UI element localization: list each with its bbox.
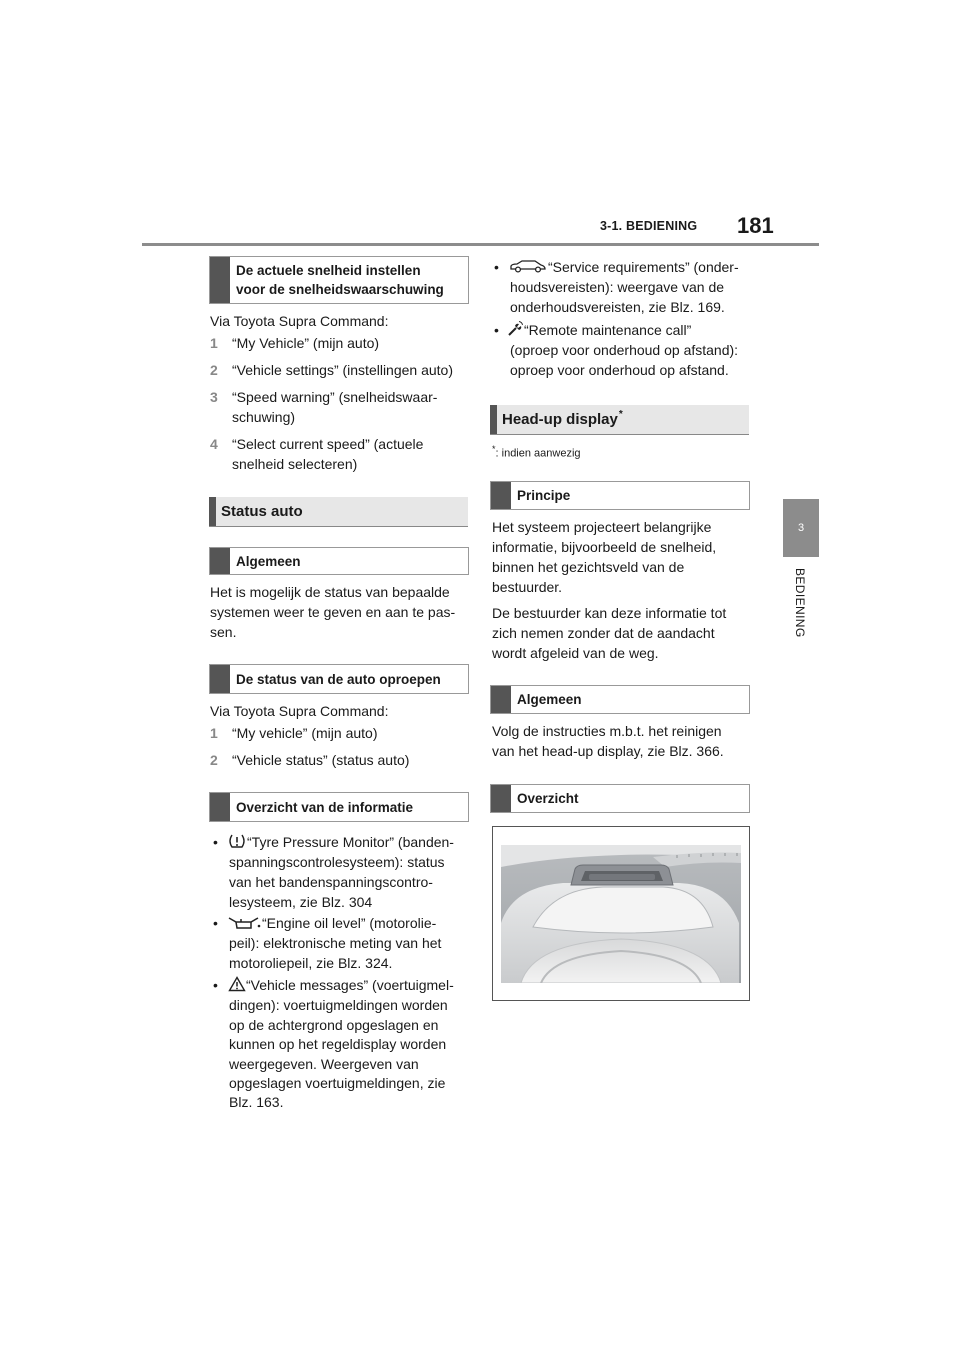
bullet-text: motoroliepeil, zie Blz. 324. <box>229 955 393 971</box>
step-number: 3 <box>210 389 218 405</box>
subheading-line: voor de snelheidswaarschuwing <box>236 282 444 297</box>
subheading-text: Overzicht <box>517 791 579 806</box>
step-text: schuwing) <box>232 409 296 425</box>
body-text: systemen weer te geven en aan te pas- <box>210 604 456 620</box>
bullet-text: (oproep voor onderhoud op afstand): <box>510 342 739 358</box>
body-text: Het systeem projecteert belangrijke <box>492 519 712 535</box>
step-number: 1 <box>210 725 218 741</box>
bullet-text: kunnen op het regeldisplay worden <box>229 1036 447 1052</box>
step-text: “My Vehicle” (mijn auto) <box>232 335 380 351</box>
tyre-pressure-icon <box>227 832 247 850</box>
bullet-text: houdsvereisten): weergave van de <box>510 279 725 295</box>
step-text: snelheid selecteren) <box>232 456 358 472</box>
instruction-text: Via Toyota Supra Command: <box>210 703 389 719</box>
bullet-text: “Service requirements” (onder- <box>548 259 739 275</box>
step-text: “Select current speed” (actuele <box>232 436 424 452</box>
bullet-text: dingen): voertuigmeldingen worden <box>229 997 448 1013</box>
chapter-label: BEDIENING <box>793 568 807 638</box>
step-text: “My vehicle” (mijn auto) <box>232 725 378 741</box>
footnote-text: : indien aanwezig <box>495 447 581 460</box>
bullet-text: “Tyre Pressure Monitor” (banden- <box>247 834 454 850</box>
body-text: van het head-up display, zie Blz. 366. <box>492 743 724 759</box>
bullet-text: van het bandenspanningscontro- <box>229 874 433 890</box>
page-number: 181 <box>737 213 774 238</box>
availability-asterisk: * <box>618 409 623 420</box>
subheading-line: De actuele snelheid instellen <box>236 263 421 278</box>
hud-illustration-graphic <box>493 827 749 1000</box>
subheading-text: De status van de auto oproepen <box>236 671 441 687</box>
body-text: binnen het gezichtsveld van de <box>492 559 685 575</box>
section-heading-text: Status auto <box>221 503 303 520</box>
body-text: informatie, bijvoorbeeld de snelheid, <box>492 539 717 555</box>
step-text: “Vehicle settings” (instellingen auto) <box>232 362 454 378</box>
subheading-box-overzicht-info <box>209 792 469 822</box>
section-title: 3-1. BEDIENING <box>600 219 698 233</box>
footnote-mark: * <box>492 444 496 454</box>
bullet-text: “Remote maintenance call” <box>524 322 692 338</box>
bullet-dot: • <box>494 259 499 275</box>
wrench-call-icon <box>506 320 524 338</box>
body-text: sen. <box>210 624 237 640</box>
chapter-tab <box>783 499 819 557</box>
bullet-dot: • <box>213 915 218 931</box>
body-text: wordt afgeleid van de weg. <box>492 645 659 661</box>
bullet-text: op de achtergrond opgeslagen en <box>229 1017 439 1033</box>
subheading-box-oproepen <box>209 664 469 694</box>
body-text: zich nemen zonder dat de aandacht <box>492 625 715 641</box>
instruction-text: Via Toyota Supra Command: <box>210 313 389 329</box>
subheading-text: Overzicht van de informatie <box>236 799 414 815</box>
bullet-dot: • <box>494 322 499 338</box>
subheading-box-principe <box>490 481 750 510</box>
bullet-dot: • <box>213 977 218 993</box>
section-heading-hud <box>490 405 749 435</box>
bullet-text: Blz. 163. <box>229 1094 284 1110</box>
subheading-box-algemeen <box>209 547 469 575</box>
step-number: 2 <box>210 362 218 378</box>
step-number: 2 <box>210 752 218 768</box>
oil-can-icon <box>227 914 261 930</box>
section-heading-status <box>209 497 468 527</box>
subheading-text: Principe <box>517 488 571 503</box>
step-number: 4 <box>210 436 218 452</box>
step-number: 1 <box>210 335 218 351</box>
header-rule <box>142 243 819 246</box>
bullet-text: oproep voor onderhoud op afstand. <box>510 362 729 378</box>
bullet-text: opgeslagen voertuigmeldingen, zie <box>229 1075 446 1091</box>
bullet-text: “Vehicle messages” (voertuigmel- <box>246 977 454 993</box>
bullet-dot: • <box>213 834 218 850</box>
bullet-text: weergegeven. Weergeven van <box>229 1056 419 1072</box>
subheading-box-algemeen-hud <box>490 685 750 714</box>
bullet-text: “Engine oil level” (motorolie- <box>262 915 437 931</box>
body-text: bestuurder. <box>492 579 563 595</box>
subheading-text: Algemeen <box>236 553 301 569</box>
subheading-box-speed-warning <box>209 256 469 304</box>
car-service-icon <box>508 259 548 273</box>
body-text: De bestuurder kan deze informatie tot <box>492 605 727 621</box>
chapter-number: 3 <box>797 522 805 534</box>
hud-illustration <box>492 826 750 1001</box>
section-heading-text: Head-up display <box>502 411 618 428</box>
step-text: “Vehicle status” (status auto) <box>232 752 410 768</box>
bullet-text: spanningscontrolesysteem): status <box>229 854 445 870</box>
body-text: Het is mogelijk de status van bepaalde <box>210 584 450 600</box>
subheading-text: Algemeen <box>517 692 582 707</box>
bullet-text: lesysteem, zie Blz. 304 <box>229 894 373 910</box>
bullet-text: onderhoudsvereisten, zie Blz. 169. <box>510 299 725 315</box>
step-text: “Speed warning” (snelheidswaar- <box>232 389 438 405</box>
warning-triangle-icon <box>228 976 246 992</box>
footnote <box>492 442 581 461</box>
subheading-box-overzicht <box>490 784 750 813</box>
bullet-text: peil): elektronische meting van het <box>229 935 442 951</box>
body-text: Volg de instructies m.b.t. het reinigen <box>492 723 722 739</box>
